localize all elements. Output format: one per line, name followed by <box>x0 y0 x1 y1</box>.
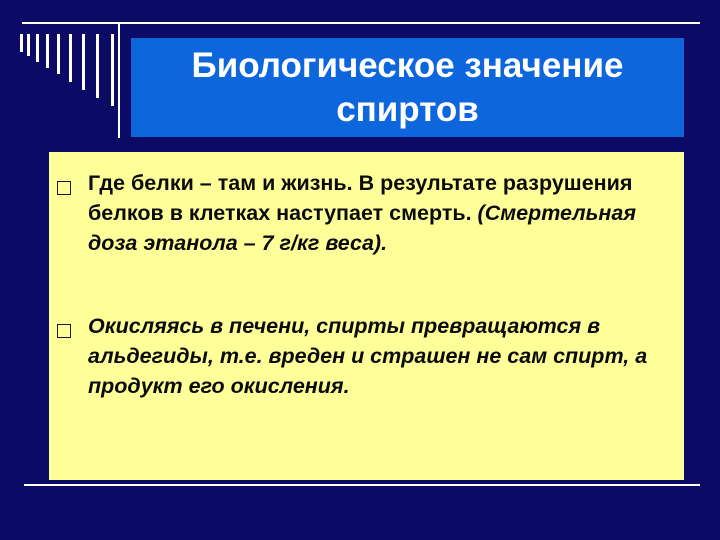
bullet-text-italic: Окисляясь в печени, спирты превращаются в альдегиды, т.е. вреден и страшен не сам спирт, а продукт его окисления. <box>88 314 648 398</box>
bullet-text-normal: Где белки – там и жизнь. В результате разрушения белков в клетках наступает смерть. <box>88 171 633 225</box>
title-line-1: Биологическое значение <box>191 45 624 85</box>
bullet-text <box>88 311 678 401</box>
bottom-rule <box>24 484 700 486</box>
left-vertical-rule <box>118 24 120 138</box>
bullet-text <box>88 168 678 258</box>
content-panel <box>49 152 684 480</box>
square-bullet-icon <box>57 181 71 195</box>
bullet-text-italic: (Смертельная доза этанола – 7 г/кг веса). <box>88 201 637 255</box>
slide-title <box>131 38 684 137</box>
title-line-2: спиртов <box>336 89 479 129</box>
square-bullet-icon <box>57 324 71 338</box>
top-rule <box>22 22 700 24</box>
